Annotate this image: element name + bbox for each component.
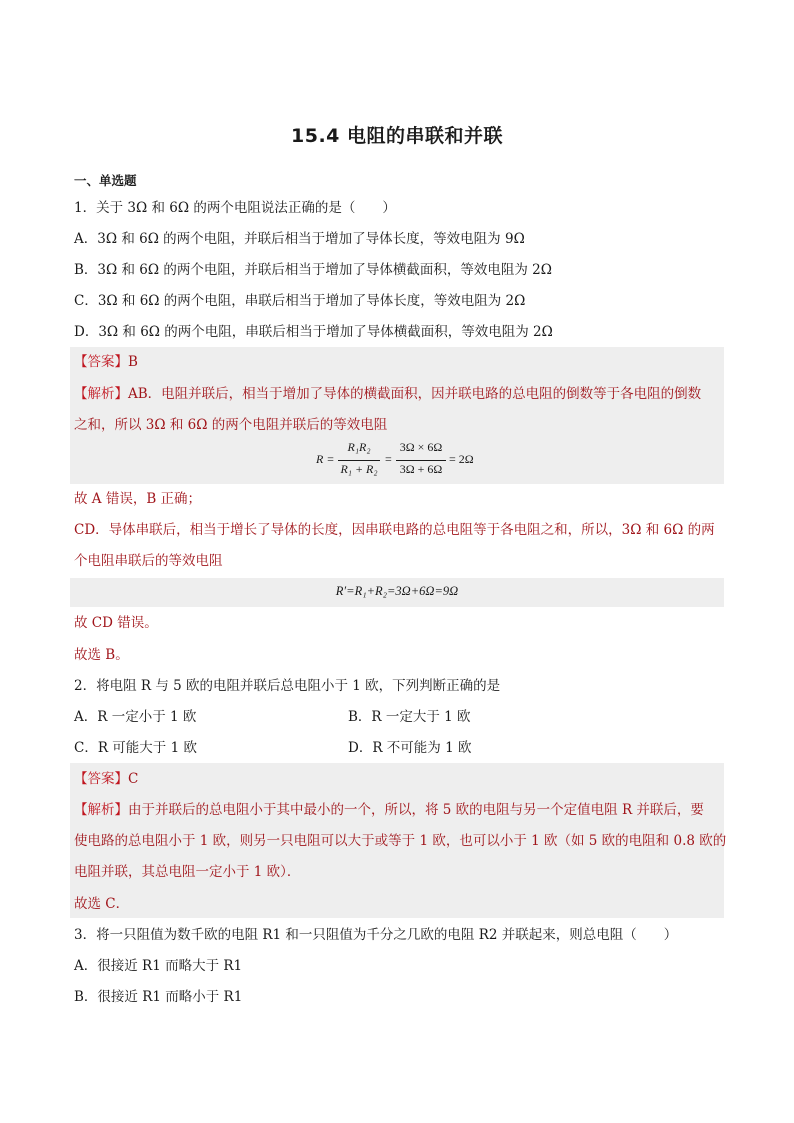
- q2-analysis-line-2: 使电路的总电阻小于 1 欧，则另一只电阻可以大于或等于 1 欧，也可以小于 1 欧（如 5 欧的电阻和 0.8 欧的: [74, 833, 727, 849]
- q2-option-d: D．R 不可能为 1 欧: [348, 740, 472, 756]
- q1-stem: 1．关于 3Ω 和 6Ω 的两个电阻说法正确的是（ ）: [74, 200, 396, 216]
- section-heading: 一、单选题: [74, 173, 137, 188]
- q1-option-a: A．3Ω 和 6Ω 的两个电阻，并联后相当于增加了导体长度，等效电阻为 9Ω: [74, 231, 525, 247]
- q1-option-d: D．3Ω 和 6Ω 的两个电阻，串联后相当于增加了导体横截面积，等效电阻为 2Ω: [74, 324, 553, 340]
- q2-option-a: A．R 一定小于 1 欧: [74, 709, 197, 725]
- answer-tag: 【答案】: [74, 354, 128, 370]
- analysis-tag: 【解析】: [74, 802, 128, 818]
- formula-numerator-2: 3Ω × 6Ω: [399, 440, 443, 454]
- page-title: 15.4 电阻的串联和并联: [291, 125, 503, 147]
- q1-option-c: C．3Ω 和 6Ω 的两个电阻，串联后相当于增加了导体长度，等效电阻为 2Ω: [74, 293, 526, 309]
- q2-analysis-line-3: 电阻并联，其总电阻一定小于 1 欧）．: [74, 864, 301, 880]
- q2-analysis-line-1: 【解析】由于并联后的总电阻小于其中最小的一个，所以，将 5 欧的电阻与另一个定值电阻 R 并联后，要: [74, 802, 704, 818]
- fraction-bar-2: [396, 460, 446, 461]
- q1-answer: [74, 352, 138, 372]
- q3-stem: 3．将一只阻值为数千欧的电阻 R1 和一只阻值为千分之几欧的电阻 R2 并联起来，则总电阻（ ）: [74, 927, 678, 943]
- q1-option-b: B．3Ω 和 6Ω 的两个电阻，并联后相当于增加了导体横截面积，等效电阻为 2Ω: [74, 262, 552, 278]
- q1-formula-series: R′=R₁+R₂=3Ω+6Ω=9Ω: [335, 584, 459, 598]
- q2-answer: [74, 769, 138, 789]
- q1-analysis-cd-2: 个电阻串联后的等效电阻: [74, 553, 223, 569]
- answer-value: C: [128, 771, 139, 787]
- q1-conclusion-ab: 故 A 错误，B 正确；: [74, 491, 202, 507]
- formula-denominator-2: 3Ω + 6Ω: [399, 462, 443, 476]
- formula-numerator-1: R₁R₂: [347, 440, 371, 454]
- formula-denominator-1: R₁ + R₂: [340, 462, 378, 476]
- q1-analysis-cd-1: CD．导体串联后，相当于增长了导体的长度，因串联电路的总电阻等于各电阻之和，所以，3Ω 和 6Ω 的两: [74, 522, 715, 538]
- formula-result: = 2Ω: [449, 452, 474, 466]
- answer-tag: 【答案】: [74, 771, 128, 787]
- analysis-tag: 【解析】: [74, 386, 128, 402]
- fraction-bar-1: [338, 460, 380, 461]
- q1-conclusion-cd: 故 CD 错误。: [74, 615, 158, 631]
- q1-analysis-line-2: 之和，所以 3Ω 和 6Ω 的两个电阻并联后的等效电阻: [74, 417, 388, 433]
- q2-option-c: C．R 可能大于 1 欧: [74, 740, 197, 756]
- formula-equals: =: [385, 452, 392, 466]
- q1-analysis-line-1: 【解析】AB．电阻并联后，相当于增加了导体的横截面积，因并联电路的总电阻的倒数等于各电阻的倒数: [74, 386, 702, 402]
- q2-option-b: B．R 一定大于 1 欧: [348, 709, 471, 725]
- answer-value: B: [128, 354, 138, 370]
- q2-final: 故选 C．: [74, 896, 130, 912]
- q1-final: 故选 B。: [74, 647, 129, 663]
- q3-option-a: A．很接近 R1 而略大于 R1: [74, 958, 243, 974]
- q2-stem: 2．将电阻 R 与 5 欧的电阻并联后总电阻小于 1 欧，下列判断正确的是: [74, 678, 501, 694]
- formula-lhs: R =: [316, 452, 335, 466]
- q3-option-b: B．很接近 R1 而略小于 R1: [74, 989, 243, 1005]
